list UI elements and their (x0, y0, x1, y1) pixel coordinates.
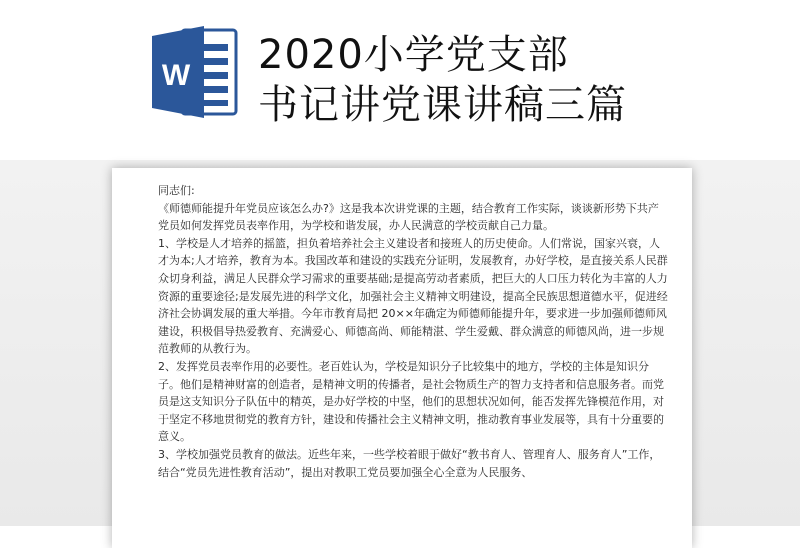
document-page (112, 168, 692, 548)
page-title (258, 30, 627, 130)
header-banner (0, 0, 800, 160)
title-line-1: 2020小学党支部 (258, 32, 569, 78)
paragraph-2: 2、发挥党员表率作用的必要性。老百姓认为，学校是知识分子比较集中的地方，学校的主体是知识分子。他们是精神财富的创造者，是精神文明的传播者，是社会物质生产的智力支持者和信息服务者。而党员是这支知识分子队伍中的精英，是办好学校的中坚，他们的思想状况如何，能否发挥先锋模范作用，对于坚定不移地贯彻党的教育方针，建设和传播社会主义精神文明，推动教育事业发展等，具有十分重要的意义。 (158, 359, 664, 444)
paragraph-1: 1、学校是人才培养的摇篮，担负着培养社会主义建设者和接班人的历史使命。人们常说，国家兴衰，人才为本;人才培养，教育为本。我国改革和建设的实践充分证明，发展教育，办好学校，是直接关系人民群众切身利益，满足人民群众学习需求的重要基础;是提高劳动者素质，把巨大的人口压力转化为丰富的人力资源的重要途径;是发展先进的科学文化，加强社会主义精神文明建设，提高全民族思想道德水平，促进经济社会协调发展的重大举措。今年市教育局把 20××年确定为师德师能提升年，要求进一步加强师德师风建设，积极倡导热爱教育、充满爱心、师德高尚、师能精湛、学生爱戴、群众满意的师德风尚，进一步规范教师的从教行为。 (158, 236, 668, 356)
title-line-2: 书记讲党课讲稿三篇 (258, 82, 627, 128)
word-icon (152, 24, 240, 120)
paragraph-3: 3、学校加强党员教育的做法。近些年来，一些学校着眼于做好“教书育人、管理育人、服务育人”工作，结合“党员先进性教育活动”，提出对教职工党员要加强全心全意为人民服务、 (158, 447, 661, 479)
salutation: 同志们: (158, 184, 195, 197)
word-icon-letter: W (161, 59, 191, 92)
paragraph-intro: 《师德师能提升年党员应该怎么办?》这是我本次讲党课的主题，结合教育工作实际，谈谈新形势下共产党员如何发挥党员表率作用，为学校和谐发展，办人民满意的学校贡献自己力量。 (158, 201, 659, 233)
